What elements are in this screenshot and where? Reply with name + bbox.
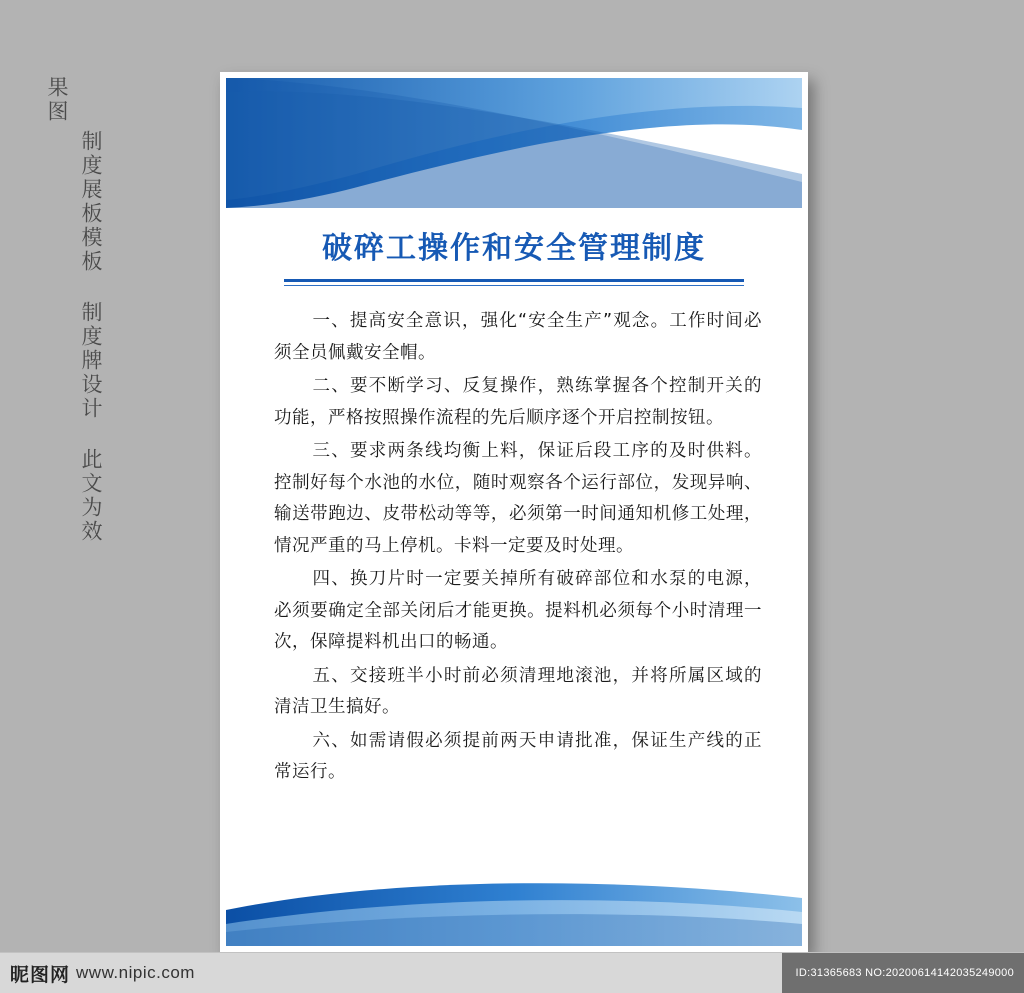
title-rule-thin bbox=[284, 285, 744, 286]
top-wave-decoration bbox=[226, 78, 802, 208]
rule-paragraph: 一、提高安全意识，强化“安全生产”观念。工作时间必须全员佩戴安全帽。 bbox=[274, 311, 762, 363]
title-rule-thick bbox=[284, 279, 744, 282]
rule-paragraph: 二、要不断学习、反复操作，熟练掌握各个控制开关的功能，严格按照操作流程的先后顺序逐个开启控制按钮。 bbox=[274, 376, 762, 428]
footer-bar bbox=[0, 952, 1024, 993]
rule-paragraph: 四、换刀片时一定要关掉所有破碎部位和水泵的电源，必须要确定全部关闭后才能更换。提料机必须每个小时清理一次，保障提料机出口的畅通。 bbox=[274, 569, 762, 652]
poster-title-block bbox=[226, 223, 802, 286]
asset-id-label: ID:31365683 NO:20200614142035249000 bbox=[782, 953, 1024, 993]
bottom-wave-svg bbox=[226, 854, 802, 946]
brand-block bbox=[0, 960, 195, 987]
top-wave-svg bbox=[226, 78, 802, 208]
side-watermark bbox=[45, 76, 142, 556]
bottom-wave-decoration bbox=[226, 854, 802, 946]
poster-card bbox=[220, 72, 808, 952]
brand-url: www.nipic.com bbox=[76, 963, 195, 982]
rule-paragraph: 三、要求两条线均衡上料，保证后段工序的及时供料。控制好每个水池的水位，随时观察各个运行部位，发现异响、输送带跑边、皮带松动等等，必须第一时间通知机修工处理，情况严重的马上停机。卡料一定要及时处理。 bbox=[274, 441, 762, 556]
brand-logo: 昵图网 bbox=[10, 963, 71, 986]
side-watermark-text: 制度展板模板 制度牌设计 此文为效果图 bbox=[45, 76, 103, 544]
page-title: 破碎工操作和安全管理制度 bbox=[322, 231, 706, 266]
rule-paragraph: 六、如需请假必须提前两天申请批准，保证生产线的正常运行。 bbox=[274, 730, 762, 782]
poster-canvas bbox=[226, 78, 802, 946]
poster-body bbox=[274, 306, 762, 791]
rule-paragraph: 五、交接班半小时前必须清理地滚池，并将所属区域的清洁卫生搞好。 bbox=[274, 665, 762, 717]
